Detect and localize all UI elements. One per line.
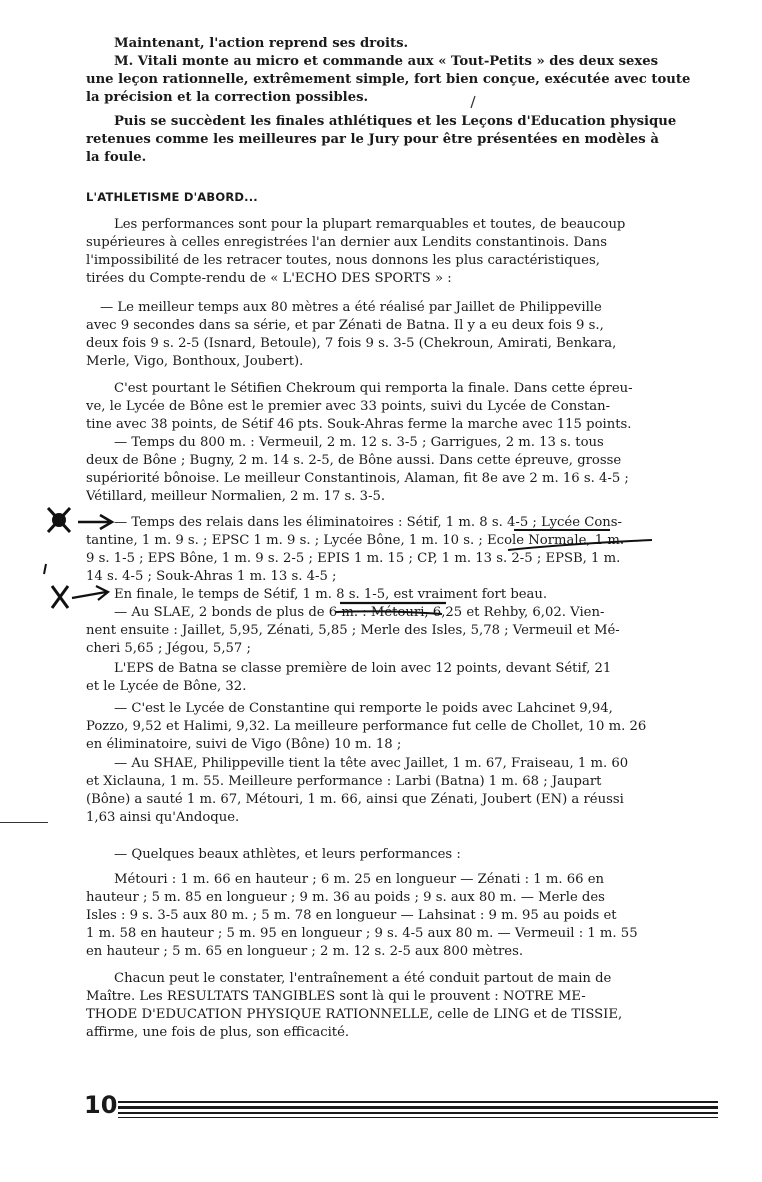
- body-line: tine avec 38 points, de Sétif 46 pts. Souk-Ahras ferme la marche avec 115 points.: [86, 417, 632, 432]
- body-line: deux de Bône ; Bugny, 2 m. 14 s. 2-5, de Bône aussi. Dans cette épreuve, grosse: [86, 453, 622, 468]
- body-line: 9 s. 1-5 ; EPS Bône, 1 m. 9 s. 2-5 ; EPIS 1 m. 15 ; CP, 1 m. 13 s. 2-5 ; EPSB, 1 m.: [86, 551, 621, 566]
- body-line: — Au SHAE, Philippeville tient la tête avec Jaillet, 1 m. 67, Fraiseau, 1 m. 60: [114, 756, 629, 771]
- body-line: L'EPS de Batna se classe première de loin avec 12 points, devant Sétif, 21: [114, 661, 612, 676]
- intro-line: Maintenant, l'action reprend ses droits.: [114, 36, 409, 51]
- intro-line: M. Vitali monte au micro et commande aux « Tout-Petits » des deux sexes: [114, 54, 659, 69]
- section-heading: L'ATHLETISME D'ABORD...: [86, 190, 258, 204]
- intro-line: une leçon rationnelle, extrêmement simple, fort bien conçue, exécutée avec toute: [86, 72, 691, 87]
- body-line: — Temps du 800 m. : Vermeuil, 2 m. 12 s. 3-5 ; Garrigues, 2 m. 13 s. tous: [114, 435, 604, 450]
- body-line: en éliminatoire, suivi de Vigo (Bône) 10 m. 18 ;: [86, 737, 402, 752]
- intro-line: Puis se succèdent les finales athlétiques et les Leçons d'Education physique: [114, 114, 677, 129]
- body-line: — Au SLAE, 2 bonds de plus de 6 m. : Métouri, 6,25 et Rehby, 6,02. Vien-: [114, 605, 605, 620]
- handwritten-underline-ecole-normale: [506, 536, 656, 554]
- body-line: tirées du Compte-rendu de « L'ECHO DES SPORTS » :: [86, 271, 452, 286]
- body-line: 14 s. 4-5 ; Souk-Ahras 1 m. 13 s. 4-5 ;: [86, 569, 337, 584]
- footer-rule-3: [118, 1112, 718, 1114]
- body-line: avec 9 secondes dans sa série, et par Zénati de Batna. Il y a eu deux fois 9 s.,: [86, 318, 604, 333]
- body-line: tantine, 1 m. 9 s. ; EPSC 1 m. 9 s. ; Lycée Bône, 1 m. 10 s. ; Ecole Normale, 1 m.: [86, 533, 625, 548]
- intro-line: la précision et la correction possibles.: [86, 90, 369, 105]
- body-line: THODE D'EDUCATION PHYSIQUE RATIONNELLE, celle de LING et de TISSIE,: [86, 1007, 623, 1022]
- handwritten-tick-mark: [40, 562, 52, 576]
- margin-rule: [0, 822, 48, 823]
- body-line: supérieures à celles enregistrées l'an dernier aux Lendits constantinois. Dans: [86, 235, 608, 250]
- handwritten-stroke: [468, 94, 478, 110]
- body-line: supériorité bônoise. Le meilleur Constantinois, Alaman, fit 8e ave 2 m. 16 s. 4-5 ;: [86, 471, 629, 486]
- body-line: — Temps des relais dans les éliminatoires : Sétif, 1 m. 8 s. 4-5 ; Lycée Cons-: [114, 515, 622, 530]
- body-line: deux fois 9 s. 2-5 (Isnard, Betoule), 7 fois 9 s. 3-5 (Chekroun, Amirati, Benkara,: [86, 336, 617, 351]
- body-line: et Xiclauna, 1 m. 55. Meilleure performance : Larbi (Batna) 1 m. 68 ; Jaupart: [86, 774, 602, 789]
- handwritten-underline-final-time: [338, 599, 448, 607]
- body-line: l'impossibilité de les retracer toutes, nous donnons les plus caractéristiques,: [86, 253, 600, 268]
- body-line: — Le meilleur temps aux 80 mètres a été réalisé par Jaillet de Philippeville: [100, 300, 602, 315]
- body-line: Métouri : 1 m. 66 en hauteur ; 6 m. 25 en longueur — Zénati : 1 m. 66 en: [114, 872, 604, 887]
- intro-line: la foule.: [86, 150, 147, 165]
- handwritten-underline-relay-sétif: [512, 527, 612, 533]
- footer-rule-1: [118, 1101, 718, 1103]
- handwritten-underline-bonds: [334, 608, 444, 622]
- body-line: affirme, une fois de plus, son efficacité.: [86, 1025, 350, 1040]
- body-line: Maître. Les RESULTATS TANGIBLES sont là qui le prouvent : NOTRE ME-: [86, 989, 586, 1004]
- body-line: Merle, Vigo, Bonthoux, Joubert).: [86, 354, 304, 369]
- footer-rule-2: [118, 1106, 718, 1109]
- body-line: ve, le Lycée de Bône est le premier avec 33 points, suivi du Lycée de Constan-: [86, 399, 611, 414]
- handwritten-cross-mark-2: [44, 582, 116, 612]
- body-line: Chacun peut le constater, l'entraînement a été conduit partout de main de: [114, 971, 612, 986]
- body-line: Vétillard, meilleur Normalien, 2 m. 17 s. 3-5.: [86, 489, 386, 504]
- body-line: Isles : 9 s. 3-5 aux 80 m. ; 5 m. 78 en longueur — Lahsinat : 9 m. 95 au poids et: [86, 908, 617, 923]
- body-line: cheri 5,65 ; Jégou, 5,57 ;: [86, 641, 251, 656]
- body-line: Pozzo, 9,52 et Halimi, 9,32. La meilleure performance fut celle de Chollet, 10 m. 26: [86, 719, 647, 734]
- body-line: En finale, le temps de Sétif, 1 m. 8 s. 1-5, est vraiment fort beau.: [114, 587, 548, 602]
- footer-rule-4: [118, 1117, 718, 1118]
- body-line: — Quelques beaux athlètes, et leurs performances :: [114, 847, 461, 862]
- handwritten-cross-mark-1: [40, 500, 120, 540]
- body-line: et le Lycée de Bône, 32.: [86, 679, 247, 694]
- page-number: 10: [84, 1091, 118, 1119]
- body-line: — C'est le Lycée de Constantine qui remporte le poids avec Lahcinet 9,94,: [114, 701, 613, 716]
- body-line: hauteur ; 5 m. 85 en longueur ; 9 m. 36 au poids ; 9 s. aux 80 m. — Merle des: [86, 890, 605, 905]
- body-line: 1,63 ainsi qu'Andoque.: [86, 810, 240, 825]
- body-line: nent ensuite : Jaillet, 5,95, Zénati, 5,85 ; Merle des Isles, 5,78 ; Vermeuil et Mé-: [86, 623, 620, 638]
- intro-line: retenues comme les meilleures par le Jury pour être présentées en modèles à: [86, 132, 659, 147]
- body-line: en hauteur ; 5 m. 65 en longueur ; 2 m. 12 s. 2-5 aux 800 mètres.: [86, 944, 524, 959]
- body-line: C'est pourtant le Sétifien Chekroum qui remporta la finale. Dans cette épreu-: [114, 381, 633, 396]
- body-line: (Bône) a sauté 1 m. 67, Métouri, 1 m. 66, ainsi que Zénati, Joubert (EN) a réussi: [86, 792, 624, 807]
- body-line: 1 m. 58 en hauteur ; 5 m. 95 en longueur ; 9 s. 4-5 aux 80 m. — Vermeuil : 1 m. 55: [86, 926, 638, 941]
- body-line: Les performances sont pour la plupart remarquables et toutes, de beaucoup: [114, 217, 626, 232]
